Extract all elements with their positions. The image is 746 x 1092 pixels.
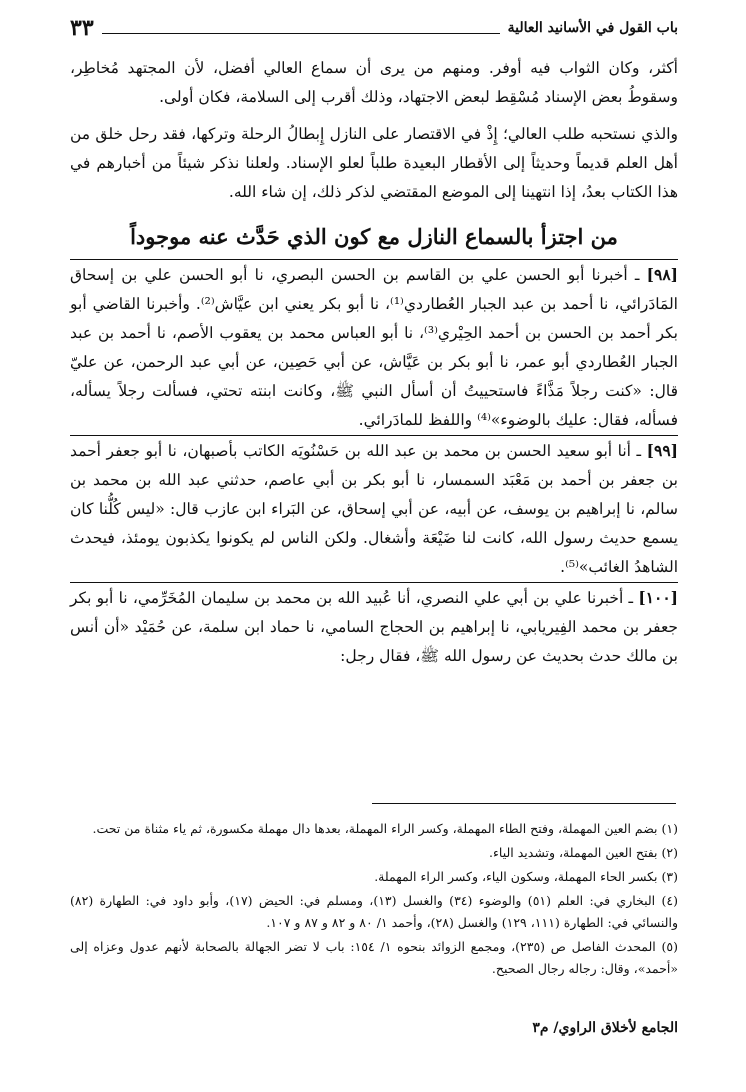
signature-mark: الجامع لأخلاق الراوي/ م٣ — [532, 1020, 678, 1036]
paragraph-2: والذي نستحبه طلب العالي؛ إِذْ في الاقتصار على النازل إِبطالُ الرحلة وتركها، فقد رحل خلق من أهل العلم قديماً وحديثاً إلى الأقطار البعيدة طلباً لعلو الإسناد. ولعلنا نذكر شيئاً من أخبارهم في هذا الكتاب بعدُ، إذا انتهينا إلى الموضع المقتضي لذكر ذلك، إن شاء الله. — [70, 125, 678, 201]
running-header — [70, 14, 678, 42]
hadith-number: [٩٨] — [646, 265, 678, 284]
section-heading: من اجتزأ بالسماع النازل مع كون الذي حَدَّث عنه موجوداً — [130, 224, 618, 249]
footnote-1: (١) بضم العين المهملة، وفتح الطاء المهملة، وكسر الراء المهملة، بعدها دال مهملة مكسورة، ثم ياء مثناة من تحت. — [92, 821, 678, 836]
footnote-4: (٤) البخاري في: العلم (٥١) والوضوء (٣٤) والغسل (١٣)، ومسلم في: الحيض (١٧)، وأبو داود في: الطهارة (٨٢) والنسائي في: الطهارة (١١١، ١٢٩) والغسل (٢٨)، وأحمد ١/ ٨٠ و ٨٢ و ٨٧ و ١٠٧. — [70, 893, 678, 930]
paragraph-1: أكثر، وكان الثواب فيه أوفر. ومنهم من يرى أن سماع العالي أفضل، لأن المجتهد مُخاطِر، وسقوطُ بعض الإسناد مُسْقِط لبعض الاجتهاد، وذلك أقرب إلى السلامة، فكان أولى. — [70, 59, 678, 106]
hadith-98 — [70, 260, 678, 435]
footnote-3: (٣) بكسر الحاء المهملة، وسكون الياء، وكسر الراء المهملة. — [374, 869, 678, 884]
chapter-title: باب القول في الأسانيد العالية — [507, 20, 678, 36]
footnote-rule — [372, 803, 676, 804]
hadith-number: [٩٩] — [646, 441, 678, 460]
page-number: ٣٣ — [70, 15, 94, 41]
hadith-99 — [70, 436, 678, 582]
hadith-text: ـ أخبرنا أبو الحسن علي بن القاسم بن الحسن البصري، نا أبو الحسن علي بن إسحاق المَادَرائي، نا أحمد بن عبد الجبار العُطاردي⁽¹⁾، نا أبو بكر يعني ابن عيَّاش⁽²⁾. وأخبرنا القاضي أبو بكر أحمد بن الحسن بن أحمد الحِيْري⁽³⁾، نا أبو العباس محمد بن يعقوب الأصم، نا أحمد بن عبد الجبار العُطاردي أبو عمر، نا أبو بكر بن عَيَّاش، عن أبي حَصِين، عن أبي عبد الرحمن، عن عليّ قال: «كنت رجلاً مَذَّاءً فاستحييتُ أن أسأل النبي ﷺ، وكانت ابنته تحتي، فسألت رجلاً يسأله، فسأله، فقال: عليك بالوضوء»⁽⁴⁾ واللفظ للمادَرائي. — [70, 266, 678, 429]
hadith-text: ـ أخبرنا علي بن أبي علي النصري، أنا عُبيد الله بن محمد بن سليمان المُخَرِّمي، نا أبو بكر جعفر بن محمد الفِيريابي، نا إبراهيم بن الحجاج السامي، نا حماد ابن سلمة، عن حُمَيْد «أن أنس بن مالك حدث بحديث عن رسول الله ﷺ، فقال رجل: — [70, 589, 678, 665]
hadith-number: [١٠٠] — [638, 588, 678, 607]
footnotes — [70, 818, 678, 982]
footnote-2: (٢) بفتح العين المهملة، وتشديد الياء. — [489, 845, 678, 860]
hadith-100 — [70, 583, 678, 671]
header-rule — [102, 33, 500, 34]
footnote-5: (٥) المحدث الفاصل ص (٢٣٥)، ومجمع الزوائد بنحوه ١/ ١٥٤: باب لا تضر الجهالة بالصحابة لأنهم عدول وعزاه إلى «أحمد»، وقال: رجاله رجال الصحيح. — [70, 939, 678, 976]
hadith-text: ـ أنا أبو سعيد الحسن بن محمد بن عبد الله بن حَسْنُويَه الكاتب بأصبهان، نا أبو جعفر أحمد بن جعفر بن أحمد بن مَعْبَد السمسار، نا أبو بكر بن أبي عاصم، حدثني عبد الله بن محمد بن سالم، نا إبراهيم بن يوسف، عن أبيه، عن أبي إسحاق، عن البَراء ابن عازب قال: «ليس كُلُّنا كان يسمع حديث رسول الله، كانت لنا ضَيْعَة وأشغال. ولكن الناس لم يكونوا يكذبون يومئذ، فيحدث الشاهدُ الغائب»⁽⁵⁾. — [70, 442, 678, 576]
main-text — [70, 54, 678, 671]
